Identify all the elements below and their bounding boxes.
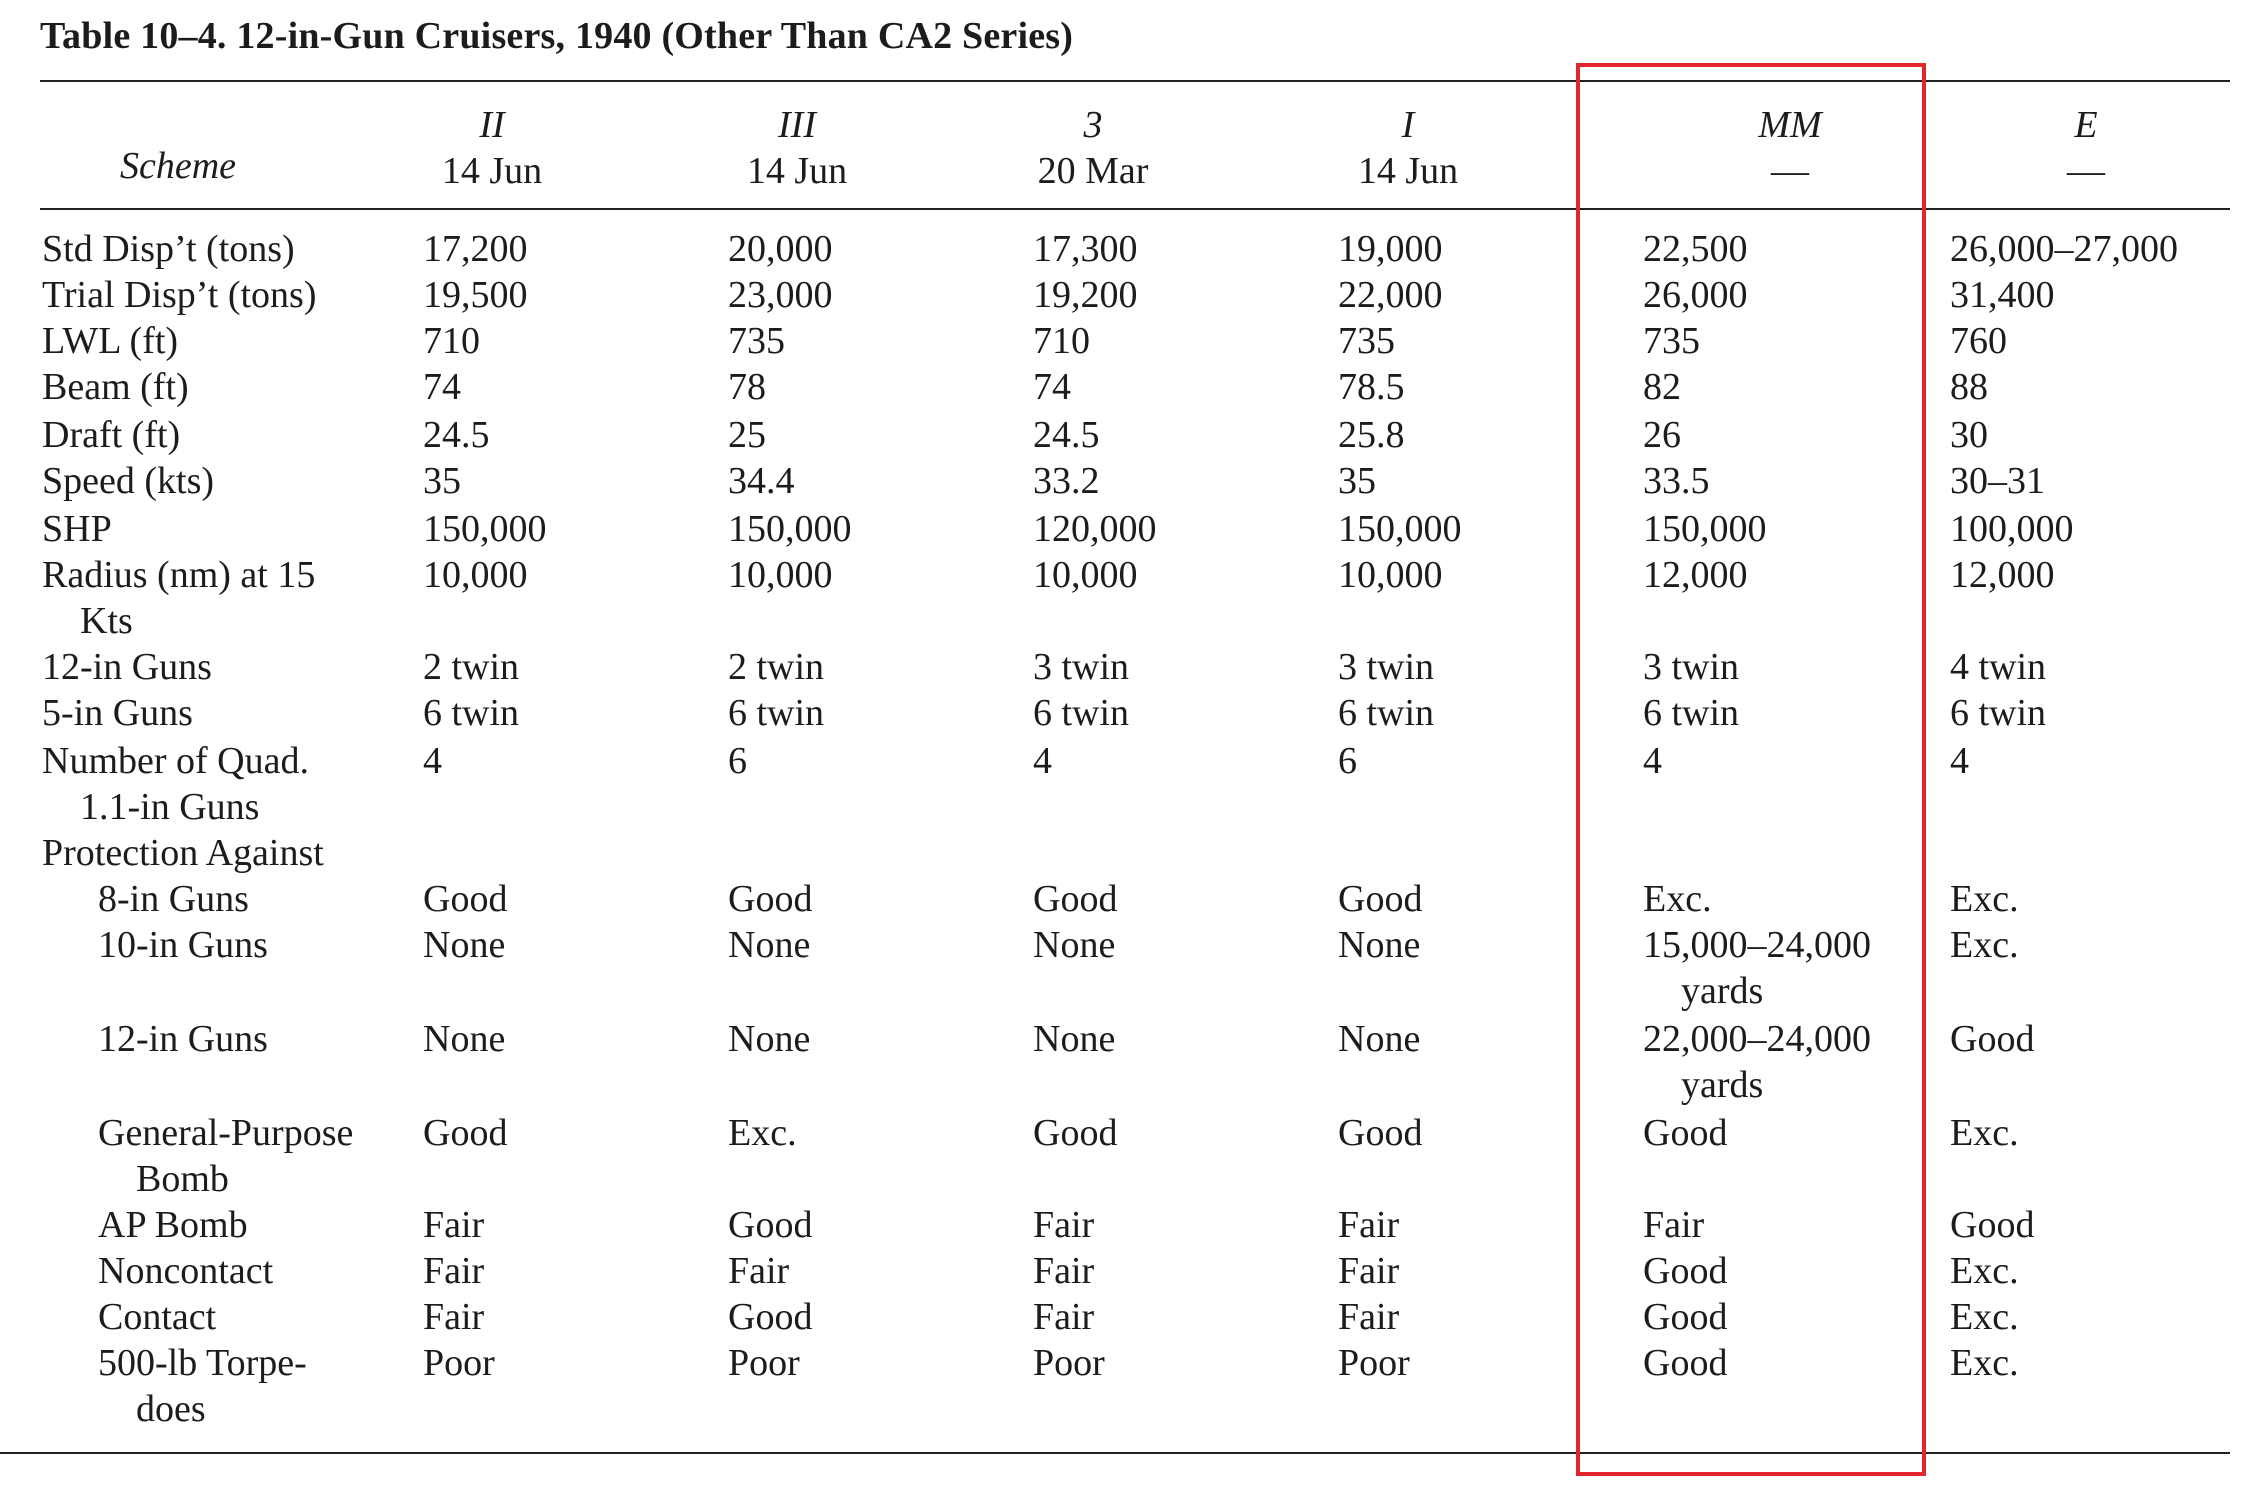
scheme-name: MM xyxy=(1758,104,1822,146)
cell-value: 6 xyxy=(1338,740,1357,782)
table-cell xyxy=(1950,272,2055,318)
row-label-text: 500-lb Torpe- xyxy=(98,1342,307,1384)
table-cell xyxy=(1033,364,1071,410)
table-cell xyxy=(1950,318,2007,364)
cell-value: 6 twin xyxy=(728,692,825,734)
table-cell xyxy=(1338,1340,1410,1386)
table-cell xyxy=(1033,552,1138,598)
row-label xyxy=(42,552,407,644)
cell-value: 19,500 xyxy=(423,274,528,316)
cell-value: Exc. xyxy=(1950,924,2019,966)
cell-value: 150,000 xyxy=(1338,508,1462,550)
table-cell xyxy=(423,412,490,458)
scheme-date: — xyxy=(1771,150,1809,192)
table-cell xyxy=(1338,644,1434,690)
cell-value: None xyxy=(1033,1018,1116,1060)
table-cell xyxy=(728,690,824,736)
cell-value: 150,000 xyxy=(1643,508,1767,550)
cell-value: 25.8 xyxy=(1338,414,1405,456)
table-cell xyxy=(1338,318,1395,364)
cell-value: None xyxy=(1338,924,1421,966)
table-cell xyxy=(728,1340,800,1386)
cell-value: 30 xyxy=(1950,414,1988,456)
cell-value: 6 twin xyxy=(1643,692,1740,734)
cell-value: Good xyxy=(728,1204,813,1246)
cell-value: 3 twin xyxy=(1033,646,1130,688)
cell-value: None xyxy=(1033,924,1116,966)
cell-value: 88 xyxy=(1950,366,1988,408)
row-label-text: Number of Quad. xyxy=(42,740,309,782)
cell-value: Fair xyxy=(1338,1296,1400,1338)
table-cell xyxy=(1338,922,1420,968)
table-cell xyxy=(423,690,519,736)
cell-value: Poor xyxy=(1033,1342,1105,1384)
cell-value: 26,000–27,000 xyxy=(1950,228,2178,270)
cell-value: Fair xyxy=(423,1250,485,1292)
scheme-date: 20 Mar xyxy=(1037,150,1149,192)
row-label xyxy=(42,458,407,504)
cell-value: 26,000 xyxy=(1643,274,1748,316)
cell-value: 3 twin xyxy=(1338,646,1435,688)
cell-value: 20,000 xyxy=(728,228,833,270)
cell-value: 150,000 xyxy=(728,508,852,550)
cell-value: 23,000 xyxy=(728,274,833,316)
table-cell xyxy=(1338,876,1422,922)
table-cell xyxy=(1950,1248,2019,1294)
cell-value: 735 xyxy=(728,320,785,362)
table-cell xyxy=(728,364,766,410)
row-label-text: SHP xyxy=(42,508,112,550)
table-cell xyxy=(1950,364,1988,410)
table-cell xyxy=(1338,506,1462,552)
cell-value: 82 xyxy=(1643,366,1681,408)
table-cell xyxy=(728,1202,812,1248)
cell-value: Exc. xyxy=(1950,1296,2019,1338)
scheme-date: 14 Jun xyxy=(1357,150,1459,192)
table-cell xyxy=(1033,922,1115,968)
table-cell xyxy=(1338,364,1405,410)
row-label xyxy=(98,1110,463,1202)
table-cell xyxy=(1338,552,1443,598)
table-cell xyxy=(1950,1110,2019,1156)
table-cell xyxy=(1033,690,1129,736)
scheme-name: I xyxy=(1401,104,1415,146)
column-header xyxy=(392,102,592,194)
table-cell xyxy=(1950,738,1969,784)
table-cell xyxy=(1033,738,1052,784)
row-label-text: 5-in Guns xyxy=(42,692,193,734)
column-header xyxy=(1986,102,2186,194)
table-cell xyxy=(1033,1110,1117,1156)
cell-value: Good xyxy=(728,1296,813,1338)
cell-value: 120,000 xyxy=(1033,508,1157,550)
table-cell xyxy=(1338,1016,1420,1062)
row-label xyxy=(42,830,407,876)
cell-value: 22,000 xyxy=(1338,274,1443,316)
row-label xyxy=(42,318,407,364)
table-cell xyxy=(423,644,519,690)
cell-value: 2 twin xyxy=(423,646,520,688)
table-cell xyxy=(1033,1340,1105,1386)
table-cell xyxy=(728,1016,810,1062)
table-cell xyxy=(423,922,505,968)
table-title: Table 10–4. 12-in-Gun Cruisers, 1940 (Other Than CA2 Series) xyxy=(40,15,1074,57)
table-cell xyxy=(1338,738,1357,784)
table-cell xyxy=(1338,458,1376,504)
cell-value: Exc. xyxy=(1950,1342,2019,1384)
cell-value: None xyxy=(728,1018,811,1060)
row-label-text: General-Purpose xyxy=(98,1112,354,1154)
table-cell xyxy=(728,876,812,922)
table-cell xyxy=(1033,1202,1094,1248)
row-label-text: 12-in Guns xyxy=(98,1018,268,1060)
cell-value: 30–31 xyxy=(1950,460,2045,502)
cell-value: 19,000 xyxy=(1338,228,1443,270)
column-header xyxy=(993,102,1193,194)
table-cell xyxy=(1338,1294,1399,1340)
row-label-text: 10-in Guns xyxy=(98,924,268,966)
cell-value: 4 xyxy=(1033,740,1052,782)
row-label xyxy=(98,1016,463,1062)
cell-value: 6 twin xyxy=(423,692,520,734)
table-cell xyxy=(1033,226,1138,272)
cell-value: Good xyxy=(728,878,813,920)
table-cell xyxy=(423,738,442,784)
table-cell xyxy=(423,876,507,922)
cell-value: Good xyxy=(1338,1112,1423,1154)
table-cell xyxy=(1033,1248,1094,1294)
table-cell xyxy=(423,1202,484,1248)
cell-value: 78 xyxy=(728,366,766,408)
table-cell xyxy=(1338,1110,1422,1156)
table-cell xyxy=(1033,318,1090,364)
row-label-text: Beam (ft) xyxy=(42,366,189,408)
cell-value: 4 xyxy=(1643,740,1662,782)
cell-value: 735 xyxy=(1643,320,1700,362)
scheme-name: II xyxy=(479,104,505,146)
cell-value: 24.5 xyxy=(1033,414,1100,456)
table-cell xyxy=(728,318,785,364)
cell-value-continuation: yards xyxy=(1681,970,1764,1012)
table-cell xyxy=(1950,226,2178,272)
cell-value: Fair xyxy=(1033,1296,1095,1338)
cell-value: 710 xyxy=(1033,320,1090,362)
table-cell xyxy=(1950,1016,2034,1062)
cell-value: 26 xyxy=(1643,414,1681,456)
table-cell xyxy=(728,1248,789,1294)
cell-value: 6 xyxy=(728,740,747,782)
cell-value: Poor xyxy=(1338,1342,1410,1384)
row-label xyxy=(42,272,407,318)
cell-value: 74 xyxy=(423,366,461,408)
table-cell xyxy=(1033,1016,1115,1062)
scheme-name: III xyxy=(778,104,816,146)
table-cell xyxy=(1033,644,1129,690)
table-cell xyxy=(1950,506,2074,552)
scheme-name: E xyxy=(2074,104,2098,146)
scheme-name: 3 xyxy=(1083,104,1103,146)
cell-value: Good xyxy=(1033,1112,1118,1154)
row-label xyxy=(42,226,407,272)
cell-value: Good xyxy=(1950,1018,2035,1060)
cell-value: Exc. xyxy=(1950,1250,2019,1292)
cell-value: 25 xyxy=(728,414,766,456)
row-label xyxy=(98,1340,463,1432)
row-label xyxy=(42,738,407,830)
cell-value: 22,000–24,000 xyxy=(1643,1018,1871,1060)
row-label-continuation: 1.1-in Guns xyxy=(80,786,260,828)
cell-value: 17,300 xyxy=(1033,228,1138,270)
table-cell xyxy=(423,272,528,318)
row-label-text: Speed (kts) xyxy=(42,460,215,502)
table-cell xyxy=(1950,1294,2019,1340)
cell-value: 710 xyxy=(423,320,480,362)
table-cell xyxy=(728,412,766,458)
table-cell xyxy=(728,506,852,552)
table-cell xyxy=(1338,690,1434,736)
table-cell xyxy=(423,226,528,272)
cell-value: None xyxy=(728,924,811,966)
cell-value: Good xyxy=(1643,1296,1728,1338)
column-header xyxy=(1308,102,1508,194)
row-label xyxy=(42,364,407,410)
cell-value: None xyxy=(423,1018,506,1060)
cell-value: Good xyxy=(1950,1204,2035,1246)
table-cell xyxy=(1033,272,1138,318)
table-cell xyxy=(728,644,824,690)
cell-value: 17,200 xyxy=(423,228,528,270)
cell-value: 735 xyxy=(1338,320,1395,362)
table-cell xyxy=(1338,1202,1399,1248)
cell-value: 24.5 xyxy=(423,414,490,456)
cell-value: 31,400 xyxy=(1950,274,2055,316)
cell-value: None xyxy=(423,924,506,966)
scheme-date: — xyxy=(2067,150,2105,192)
table-cell xyxy=(728,738,747,784)
mm-column-highlight-box xyxy=(1576,63,1926,1476)
table-cell xyxy=(1033,458,1100,504)
scheme-date: 14 Jun xyxy=(746,150,848,192)
row-label-text: 8-in Guns xyxy=(98,878,249,920)
table-cell xyxy=(423,1294,484,1340)
table-cell xyxy=(423,364,461,410)
cell-value: 150,000 xyxy=(423,508,547,550)
row-label xyxy=(42,506,407,552)
table-cell xyxy=(1950,1202,2034,1248)
cell-value: Good xyxy=(423,878,508,920)
row-label-text: AP Bomb xyxy=(98,1204,248,1246)
row-label-text: Radius (nm) at 15 xyxy=(42,554,316,596)
row-label-continuation: Bomb xyxy=(136,1158,229,1200)
cell-value: 15,000–24,000 xyxy=(1643,924,1871,966)
row-label xyxy=(98,922,463,968)
row-label-continuation: Kts xyxy=(80,600,133,642)
table-cell xyxy=(1033,1294,1094,1340)
table-cell xyxy=(728,922,810,968)
table-cell xyxy=(728,272,833,318)
cell-value: Poor xyxy=(728,1342,800,1384)
row-label-text: Trial Disp’t (tons) xyxy=(42,274,317,316)
cell-value: 33.2 xyxy=(1033,460,1100,502)
table-cell xyxy=(423,1110,507,1156)
table-cell xyxy=(423,1016,505,1062)
table-cell xyxy=(1950,552,2055,598)
cell-value: Good xyxy=(423,1112,508,1154)
row-label-text: LWL (ft) xyxy=(42,320,179,362)
cell-value: 33.5 xyxy=(1643,460,1710,502)
cell-value: Fair xyxy=(1033,1250,1095,1292)
cell-value: 6 twin xyxy=(1033,692,1130,734)
row-label-text: Std Disp’t (tons) xyxy=(42,228,295,270)
cell-value: 12,000 xyxy=(1643,554,1748,596)
table-cell xyxy=(423,1248,484,1294)
table-cell xyxy=(1338,226,1443,272)
table-cell xyxy=(1950,644,2046,690)
table-cell xyxy=(423,318,480,364)
cell-value: 6 twin xyxy=(1338,692,1435,734)
table-cell xyxy=(423,506,547,552)
table-cell xyxy=(1033,412,1100,458)
cell-value: 35 xyxy=(1338,460,1376,502)
table-cell xyxy=(728,1294,812,1340)
cell-value: 19,200 xyxy=(1033,274,1138,316)
row-label xyxy=(98,1202,463,1248)
scheme-date: 14 Jun xyxy=(441,150,543,192)
cell-value: Exc. xyxy=(728,1112,797,1154)
table-cell xyxy=(728,552,833,598)
row-label-text: Noncontact xyxy=(98,1250,274,1292)
cell-value: 4 xyxy=(1950,740,1969,782)
table-cell xyxy=(1950,412,1988,458)
cell-value: Fair xyxy=(728,1250,790,1292)
cell-value: 22,500 xyxy=(1643,228,1748,270)
scheme-header-label: Scheme xyxy=(120,145,237,187)
cell-value: 2 twin xyxy=(728,646,825,688)
cell-value: Good xyxy=(1643,1250,1728,1292)
row-label-text: Draft (ft) xyxy=(42,414,181,456)
table-cell xyxy=(1338,1248,1399,1294)
table-cell xyxy=(1950,922,2019,968)
table-cell xyxy=(728,458,795,504)
table-cell xyxy=(1338,272,1443,318)
cell-value: 78.5 xyxy=(1338,366,1405,408)
row-label-continuation: does xyxy=(136,1388,206,1430)
cell-value: Fair xyxy=(1338,1250,1400,1292)
table-cell xyxy=(1338,412,1405,458)
table-cell xyxy=(423,552,528,598)
cell-value: 6 twin xyxy=(1950,692,2047,734)
cell-value: 10,000 xyxy=(1338,554,1443,596)
row-label xyxy=(98,1294,463,1340)
cell-value: Fair xyxy=(423,1204,485,1246)
cell-value: Exc. xyxy=(1950,1112,2019,1154)
cell-value: Good xyxy=(1033,878,1118,920)
cell-value: 34.4 xyxy=(728,460,795,502)
cell-value: 12,000 xyxy=(1950,554,2055,596)
table-cell xyxy=(423,1340,495,1386)
cell-value: 760 xyxy=(1950,320,2007,362)
cell-value: 35 xyxy=(423,460,461,502)
table-cell xyxy=(728,1110,797,1156)
table-cell xyxy=(1950,458,2045,504)
cell-value: Exc. xyxy=(1643,878,1712,920)
cell-value: Exc. xyxy=(1950,878,2019,920)
cell-value: Fair xyxy=(1643,1204,1705,1246)
table-cell xyxy=(423,458,461,504)
cell-value: Poor xyxy=(423,1342,495,1384)
row-label xyxy=(42,412,407,458)
cell-value: 10,000 xyxy=(423,554,528,596)
cell-value: Fair xyxy=(423,1296,485,1338)
table-cell xyxy=(1033,876,1117,922)
cell-value: Good xyxy=(1643,1112,1728,1154)
cell-value: 100,000 xyxy=(1950,508,2074,550)
table-cell xyxy=(1950,876,2019,922)
row-label xyxy=(42,690,407,736)
cell-value: Good xyxy=(1643,1342,1728,1384)
cell-value: 3 twin xyxy=(1643,646,1740,688)
table-cell xyxy=(1033,506,1157,552)
column-header xyxy=(697,102,897,194)
cell-value: Fair xyxy=(1338,1204,1400,1246)
cell-value: None xyxy=(1338,1018,1421,1060)
cell-value-continuation: yards xyxy=(1681,1064,1764,1106)
cell-value: 4 xyxy=(423,740,442,782)
table-cell xyxy=(1950,690,2046,736)
row-label xyxy=(98,876,463,922)
row-label-text: Protection Against xyxy=(42,832,324,874)
cell-value: 10,000 xyxy=(1033,554,1138,596)
row-label xyxy=(42,644,407,690)
row-label-text: 12-in Guns xyxy=(42,646,212,688)
cell-value: Fair xyxy=(1033,1204,1095,1246)
row-label-text: Contact xyxy=(98,1296,217,1338)
cell-value: 10,000 xyxy=(728,554,833,596)
row-label xyxy=(98,1248,463,1294)
table-cell xyxy=(728,226,833,272)
cell-value: Good xyxy=(1338,878,1423,920)
table-cell xyxy=(1950,1340,2019,1386)
cell-value: 74 xyxy=(1033,366,1071,408)
cell-value: 4 twin xyxy=(1950,646,2047,688)
